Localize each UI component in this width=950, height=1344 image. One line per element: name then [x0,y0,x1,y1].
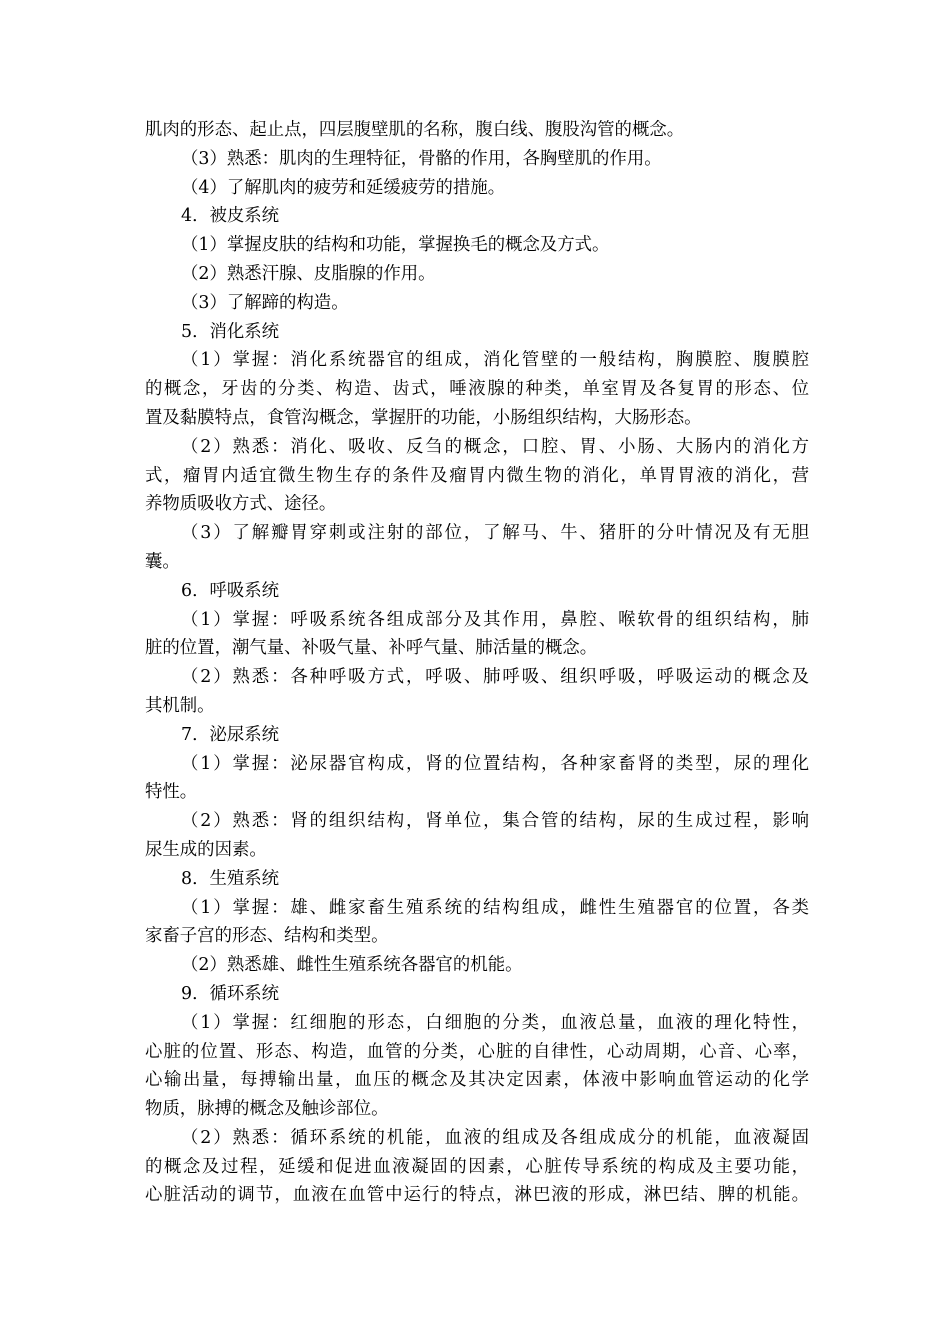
text-line: （1）掌握：呼吸系统各组成部分及其作用，鼻腔、喉软骨的组织结构，肺 [181,609,809,630]
text-line: 5．消化系统 [181,321,280,342]
text-line: 心输出量，每搏输出量，血压的概念及其决定因素，体液中影响血管运动的化学 [145,1070,809,1091]
document-page [145,116,809,1210]
text-line: 的概念及过程，延缓和促进血液凝固的因素，心脏传导系统的构成及主要功能， [145,1156,809,1177]
text-line: 脏的位置，潮气量、补吸气量、补呼气量、肺活量的概念。 [145,638,598,659]
text-line: 心脏的位置、形态、构造，血管的分类，心脏的自律性，心动周期，心音、心率， [145,1041,809,1062]
text-line: 肌肉的形态、起止点，四层腹壁肌的名称，腹白线、腹股沟管的概念。 [145,120,685,140]
text-line: （1）掌握皮肤的结构和功能，掌握换毛的概念及方式。 [181,235,610,256]
text-line: （2）熟悉：消化、吸收、反刍的概念，口腔、胃、小肠、大肠内的消化方 [181,436,809,457]
text-line: 物质，脉搏的概念及触诊部位。 [145,1099,389,1120]
text-line: 尿生成的因素。 [145,839,267,860]
text-line: 9．循环系统 [181,983,280,1004]
text-line: （4）了解肌肉的疲劳和延缓疲劳的措施。 [181,177,506,198]
text-line: （3）熟悉：肌肉的生理特征，骨骼的作用，各胸壁肌的作用。 [181,148,662,169]
text-line: 8．生殖系统 [181,868,280,889]
text-line: 心脏活动的调节，血液在血管中运行的特点，淋巴液的形成，淋巴结、脾的机能。 [145,1185,809,1206]
text-line: （1）掌握：红细胞的形态，白细胞的分类，血液总量，血液的理化特性， [181,1012,809,1033]
text-line: 特性。 [145,782,198,803]
text-line: 4．被皮系统 [181,206,280,227]
text-line: 置及黏膜特点，食管沟概念，掌握肝的功能，小肠组织结构，大肠形态。 [145,407,702,428]
text-line: 6．呼吸系统 [181,580,280,601]
text-line: （2）熟悉：各种呼吸方式，呼吸、肺呼吸、组织呼吸，呼吸运动的概念及 [181,667,809,688]
text-line: （2）熟悉：循环系统的机能，血液的组成及各组成成分的机能，血液凝固 [181,1127,809,1148]
text-line: 式，瘤胃内适宜微生物生存的条件及瘤胃内微生物的消化，单胃胃液的消化，营 [145,465,809,486]
text-line: （2）熟悉雄、雌性生殖系统各器官的机能。 [181,955,523,976]
text-line: 7．泌尿系统 [181,724,280,745]
text-line: 家畜子宫的形态、结构和类型。 [145,926,389,947]
text-line: 囊。 [145,551,180,572]
text-line: （2）熟悉汗腺、皮脂腺的作用。 [181,263,436,284]
text-line: （1）掌握：泌尿器官构成，肾的位置结构，各种家畜肾的类型，尿的理化 [181,753,809,774]
text-line: （3）了解瓣胃穿刺或注射的部位，了解马、牛、猪肝的分叶情况及有无胆 [181,523,809,544]
text-line: 其机制。 [145,695,215,716]
text-line: （1）掌握：消化系统器官的组成，消化管壁的一般结构，胸膜腔、腹膜腔 [181,350,809,371]
text-line: 的概念，牙齿的分类、构造、齿式，唾液腺的种类，单室胃及各复胃的形态、位 [145,379,809,400]
text-line: （3）了解蹄的构造。 [181,292,349,313]
text-line: 养物质吸收方式、途径。 [145,494,337,515]
text-line: （2）熟悉：肾的组织结构，肾单位，集合管的结构，尿的生成过程，影响 [181,811,809,832]
text-line: （1）掌握：雄、雌家畜生殖系统的结构组成，雌性生殖器官的位置，各类 [181,897,809,918]
